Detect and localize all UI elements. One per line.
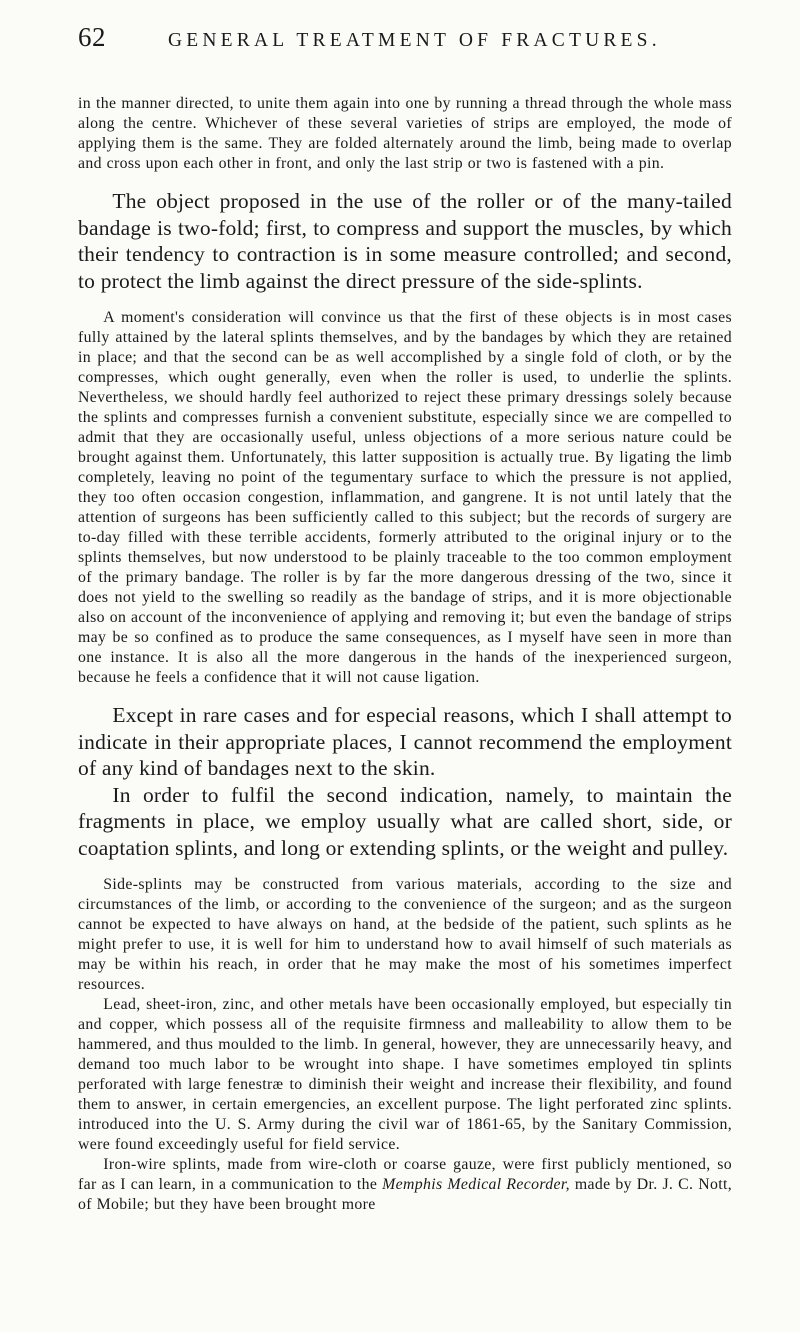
paragraph-strips: in the manner directed, to unite them again into one by running a thread through the whole mass along the centre. Whichever of these several varieties of strips are employed, the mode of applying them is the same. They are folded alternately around the limb, being made to overlap and cross upon each other in front, and only the last strip or two is fastened with a pin. (78, 95, 732, 172)
paragraph-object-of-roller: The object proposed in the use of the roller or of the many-tailed bandage is two-fold; first, to compress and support the muscles, by which their tendency to contraction is in some measure controlled; and second, to protect the limb against the direct pressure of the side-splints. (78, 189, 732, 293)
paragraph-side-splints: Side-splints may be constructed from various materials, according to the size and circumstances of the limb, or according to the convenience of the surgeon; and as the surgeon cannot be expected to have always on hand, at the bedside of the patient, such splints as he might prefer to use, it is well for him to understand how to avail himself of such materials as may be within his reach, in order that he may make the most of his sometimes imperfect resources. (78, 876, 732, 993)
paragraph-metal-splints: Lead, sheet-iron, zinc, and other metals have been occasionally employed, but especially tin and copper, which possess all of the requisite firmness and malleability to allow them to be hammered, and thus moulded to the limb. In general, however, they are unnecessarily heavy, and demand too much labor to be wrought into shape. I have sometimes employed tin splints perforated with large fenestræ to diminish their weight and increase their flexibility, and found them to answer, in certain emergencies, an excellent purpose. The light perforated zinc splints. introduced into the U. S. Army during the civil war of 1861-65, by the Sanitary Commission, were found exceedingly useful for field service. (78, 996, 732, 1153)
journal-title: Memphis Medical Recorder, (382, 1176, 570, 1193)
iron-wire-text-end: made by Dr. J. C. Nott, of Mobile; but they have been brought more (78, 1176, 732, 1213)
paragraph-except-rare-cases: Except in rare cases and for especial reasons, which I shall attempt to indicate in their appropriate places, I cannot recommend the employment of any kind of bandages next to the skin. (78, 703, 732, 780)
page-number: 62 (78, 22, 106, 52)
running-title: GENERAL TREATMENT OF FRACTURES. (168, 30, 661, 51)
paragraph-iron-wire-splints (78, 1155, 732, 1215)
paragraph-second-indication: In order to fulfil the second indication, namely, to maintain the fragments in place, we employ usually what are called short, side, or coaptation splints, and long or extending splints, or the weight and pulley. (78, 782, 732, 860)
running-head (78, 22, 732, 62)
paragraph-moments-consideration: A moment's consideration will convince us that the first of these objects is in most cases fully attained by the lateral splints themselves, and by the bandages by which they are retained in place; and that the second can be as well accomplished by a single fold of cloth, or by the compresses, which ought generally, even when the roller is used, to underlie the splints. Nevertheless, we should hardly feel authorized to reject these primary dressings solely because the splints and compresses furnish a convenient substitute, especially since we are compelled to admit that they are occasionally useful, unless objections of a more serious nature could be brought against them. Unfortunately, this latter supposition is actually true. By ligating the limb completely, leaving no point of the tegumentary surface to which the pressure is not applied, they too often occasion congestion, inflammation, and gangrene. It is not until lately that the attention of surgeons has been sufficiently called to this subject; but the records of surgery are to-day filled with these terrible accidents, formerly attributed to the original injury or to the splints themselves, but now understood to be plainly traceable to the too common employment of the primary bandage. The roller is by far the more dangerous dressing of the two, since it does not yield to the swelling so readily as the bandage of strips, and it is more objectionable also on account of the inconvenience of applying and removing it; but even the bandage of strips may be so confined as to produce the same consequences, as I myself have seen in more than one instance. It is also all the more dangerous in the hands of the inexperienced surgeon, because he feels a confidence that it will not cause ligation. (78, 309, 732, 686)
iron-wire-text-start: Iron-wire splints, made from wire-cloth or coarse gauze, were first publicly mentioned, so far as I can learn, in a communication to the (78, 1156, 732, 1193)
